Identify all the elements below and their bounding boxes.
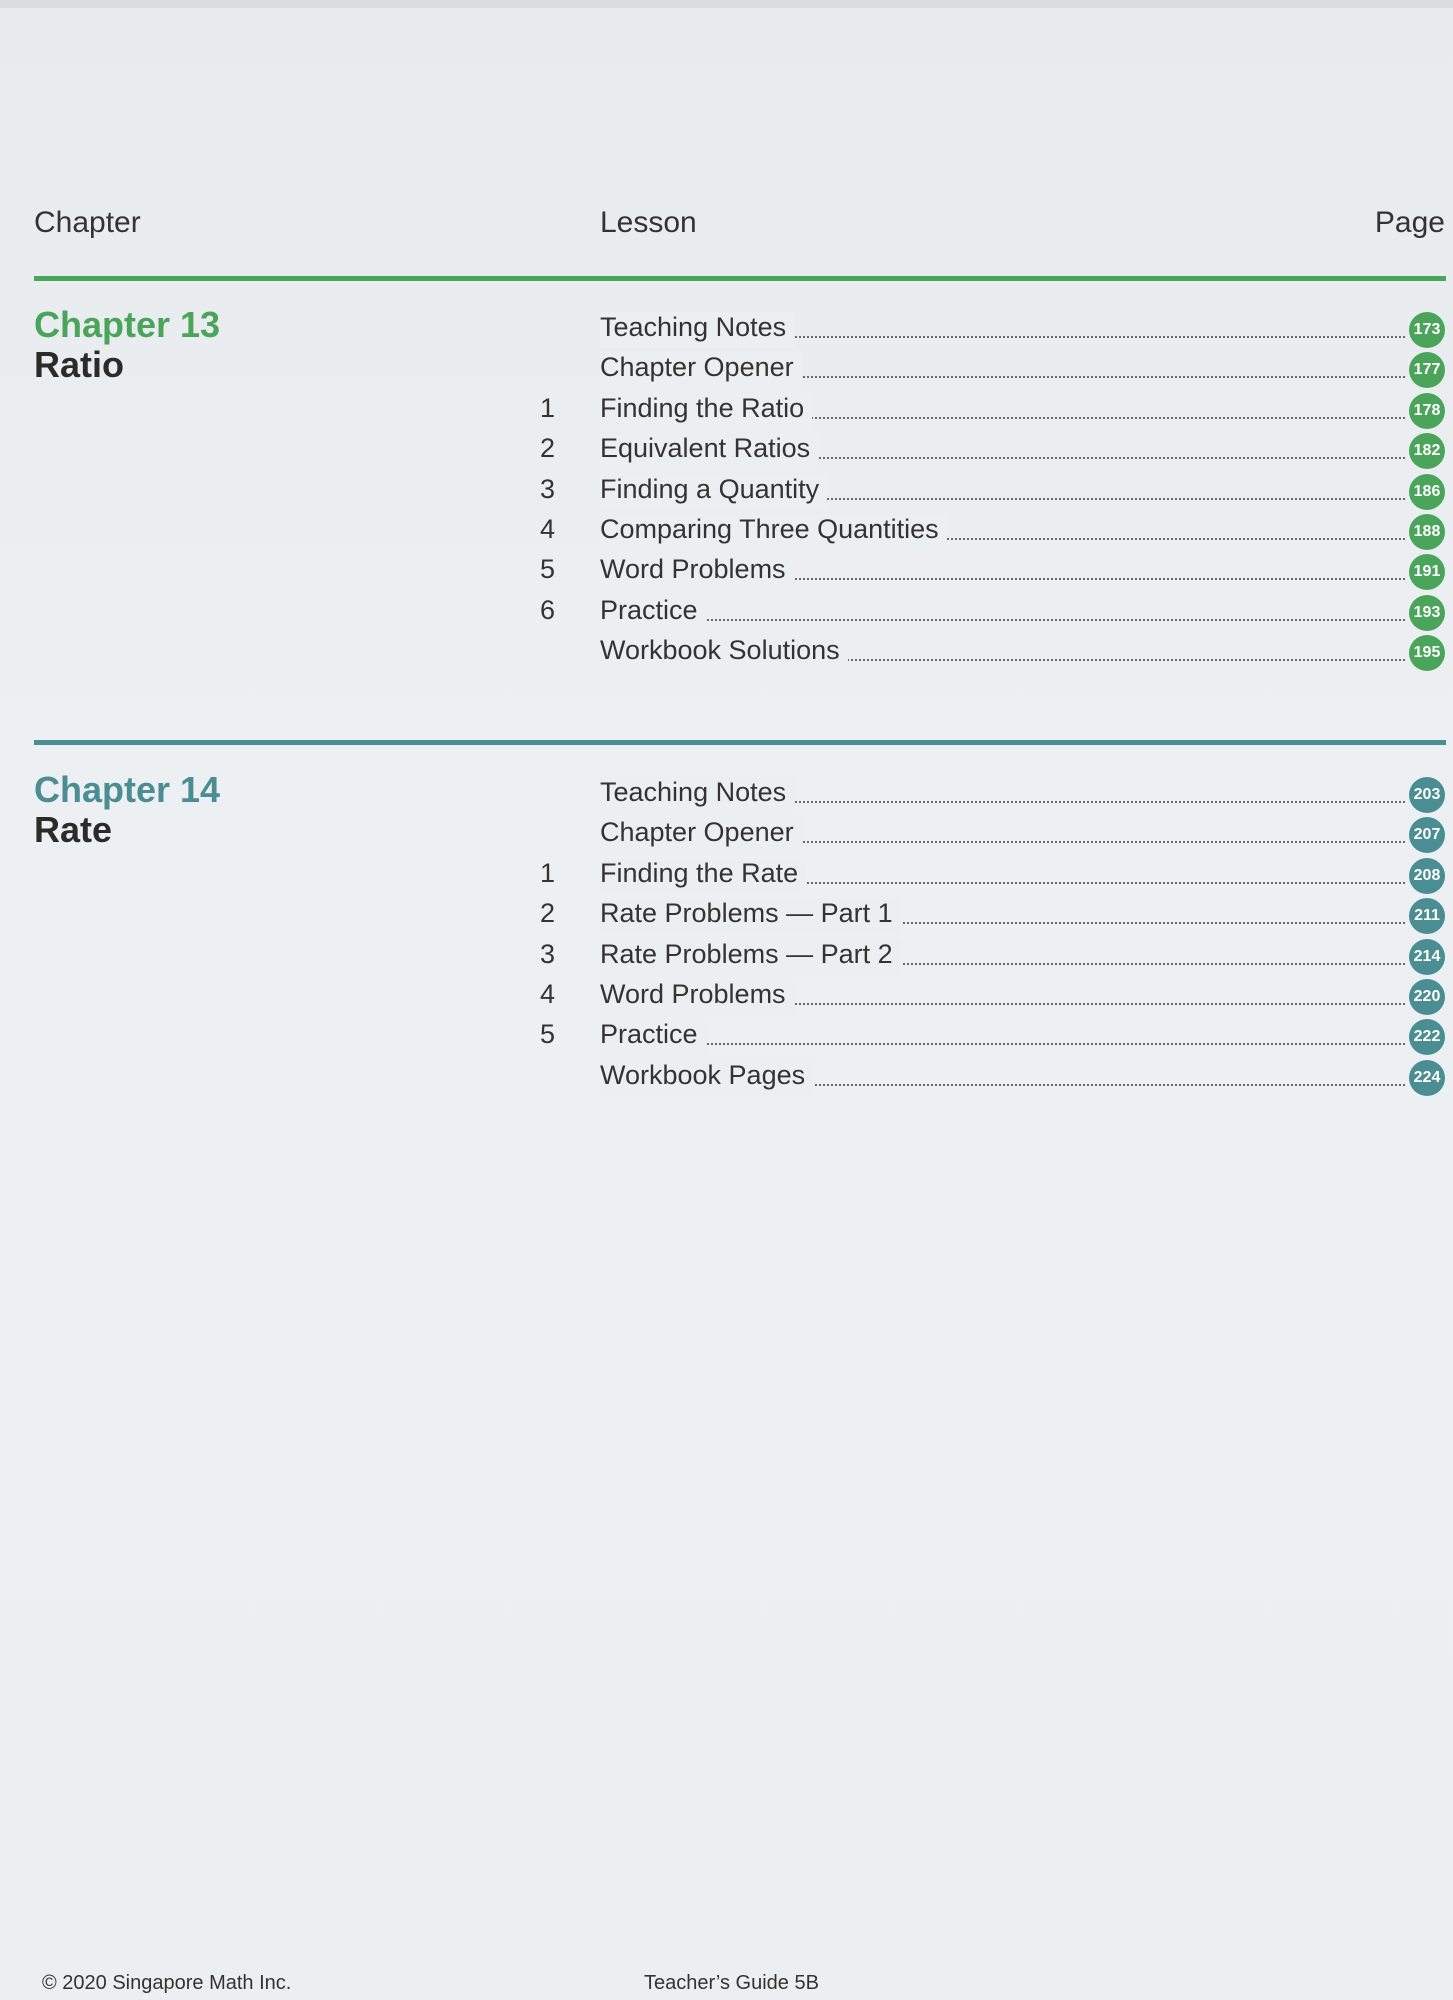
lesson-row (0, 858, 1453, 898)
chapter-title: Rate (34, 809, 113, 850)
chapter-13-divider (34, 276, 1446, 281)
lesson-number: 6 (539, 594, 555, 625)
lesson-name: Finding the Ratio (600, 393, 812, 429)
lesson-number: 5 (539, 1019, 555, 1050)
lesson-name: Finding a Quantity (600, 474, 827, 510)
lesson-row (0, 433, 1453, 473)
lesson-name: Word Problems (600, 979, 794, 1015)
lesson-name: Teaching Notes (600, 777, 794, 813)
page-number-badge: 177 (1409, 352, 1445, 388)
lesson-name: Finding the Rate (600, 858, 806, 894)
lesson-name: Rate Problems — Part 1 (600, 898, 901, 934)
page-number-badge: 193 (1409, 595, 1445, 631)
page-number-badge: 195 (1409, 635, 1445, 671)
lesson-row (0, 817, 1453, 857)
lesson-row (0, 352, 1453, 392)
page-number-badge: 220 (1409, 979, 1445, 1015)
page-number-badge: 191 (1409, 554, 1445, 590)
lesson-number: 4 (539, 514, 555, 544)
lesson-number: 4 (539, 979, 555, 1009)
lesson-name: Chapter Opener (600, 817, 802, 853)
lesson-name: Teaching Notes (600, 312, 794, 348)
page-number-badge: 207 (1409, 817, 1445, 853)
chapter-14-divider (34, 740, 1446, 745)
chapter-number: Chapter 13 (34, 304, 221, 345)
lesson-row (0, 635, 1453, 675)
lesson-name: Chapter Opener (600, 352, 802, 388)
page-number-badge: 203 (1409, 777, 1445, 813)
lesson-number: 2 (539, 898, 555, 929)
lesson-name: Comparing Three Quantities (600, 514, 947, 550)
chapter-title: Ratio (34, 344, 124, 385)
lesson-name: Workbook Pages (600, 1060, 813, 1096)
page-number-badge: 178 (1409, 393, 1445, 429)
lesson-number: 1 (539, 857, 555, 888)
header-page: Page (1374, 206, 1445, 239)
book-title: Teacher’s Guide 5B (644, 1972, 819, 1994)
lesson-number: 3 (539, 938, 555, 969)
lesson-number: 1 (539, 392, 555, 423)
lesson-row (0, 474, 1453, 514)
page-number-badge: 182 (1409, 433, 1445, 469)
page-number-badge: 224 (1409, 1060, 1445, 1096)
lesson-row (0, 312, 1453, 352)
chapter-number: Chapter 14 (34, 769, 221, 810)
lesson-name: Rate Problems — Part 2 (600, 939, 901, 975)
lesson-row (0, 898, 1453, 938)
header-lesson: Lesson (600, 206, 697, 239)
dot-leader (600, 1043, 1405, 1045)
lesson-row (0, 1060, 1453, 1100)
page-number-badge: 173 (1409, 312, 1445, 348)
lesson-name: Practice (600, 1019, 706, 1055)
copyright: © 2020 Singapore Math Inc. (42, 1972, 292, 1994)
lesson-name: Word Problems (600, 554, 794, 590)
top-edge (0, 0, 1453, 8)
lesson-number: 5 (539, 554, 555, 585)
lesson-row (0, 393, 1453, 433)
page-number-badge: 186 (1409, 474, 1445, 510)
lesson-row (0, 595, 1453, 635)
lesson-row (0, 777, 1453, 817)
lesson-row (0, 939, 1453, 979)
lesson-row (0, 1019, 1453, 1059)
lesson-number: 2 (539, 433, 555, 464)
lesson-row (0, 514, 1453, 554)
page-number-badge: 208 (1409, 858, 1445, 894)
page-number-badge: 214 (1409, 939, 1445, 975)
lesson-name: Workbook Solutions (600, 635, 848, 671)
page-number-badge: 211 (1409, 898, 1445, 934)
lesson-name: Equivalent Ratios (600, 433, 818, 469)
page-number-badge: 222 (1409, 1019, 1445, 1055)
lesson-number: 3 (539, 473, 555, 504)
lesson-name: Practice (600, 595, 706, 631)
lesson-row (0, 554, 1453, 594)
page-number-badge: 188 (1409, 514, 1445, 550)
header-chapter: Chapter (34, 206, 141, 239)
dot-leader (600, 619, 1405, 621)
lesson-row (0, 979, 1453, 1019)
